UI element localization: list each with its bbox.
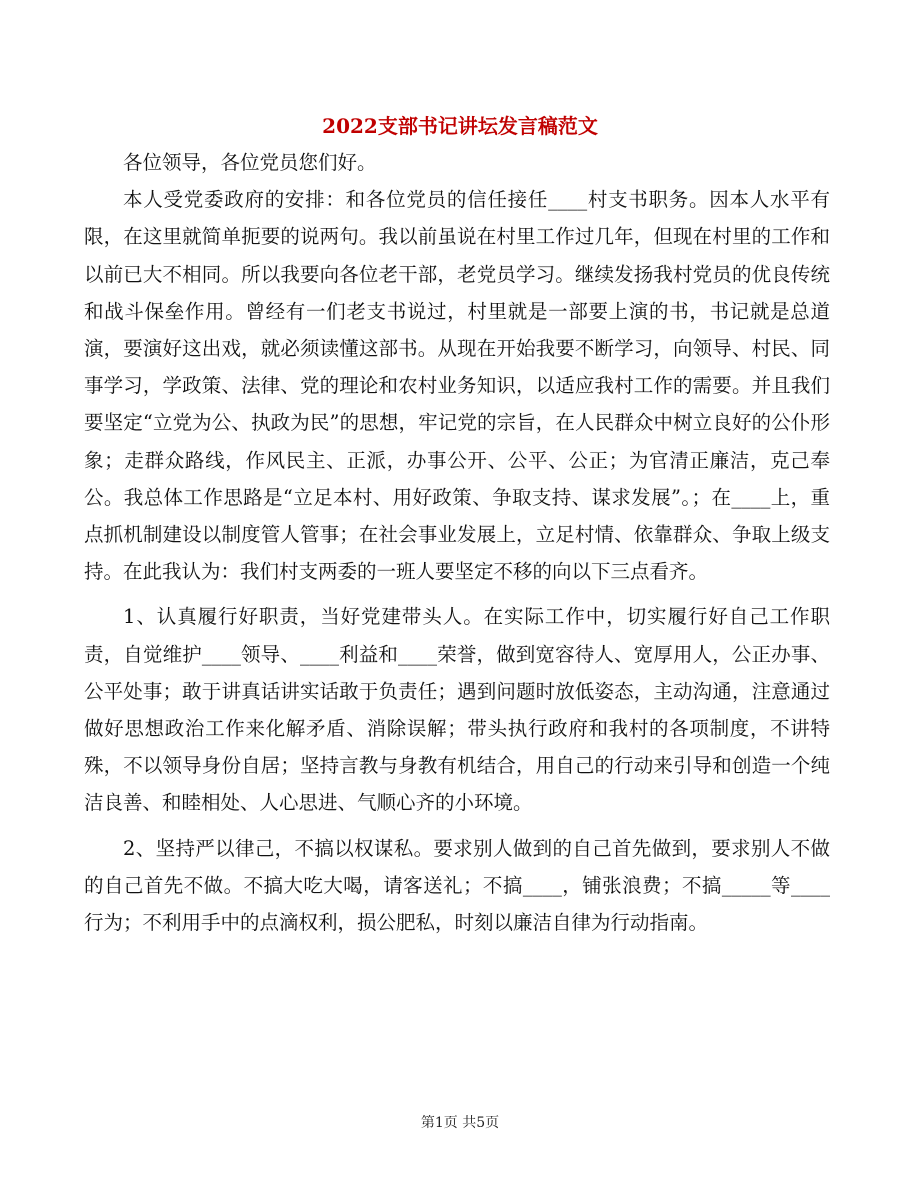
document-body	[84, 144, 830, 941]
paragraph-introduction: 本人受党委政府的安排：和各位党员的信任接任____村支书职务。因本人水平有限，在这里就简单扼要的说两句。我以前虽说在村里工作过几年，但现在村里的工作和以前已大不相同。所以我要向各位老干部，老党员学习。继续发扬我村党员的优良传统和战斗保垒作用。曾经有一们老支书说过，村里就是一部要上演的书，书记就是总道演，要演好这出戏，就必须读懂这部书。从现在开始我要不断学习，向领导、村民、同事学习，学政策、法律、党的理论和农村业务知识，以适应我村工作的需要。并且我们要坚定“立党为公、执政为民”的思想，牢记党的宗旨，在人民群众中树立良好的公仆形象；走群众路线，作风民主、正派，办事公开、公平、公正；为官清正廉洁，克己奉公。我总体工作思路是“立足本村、用好政策、争取支持、谋求发展”。；在____上，重点抓机制建设以制度管人管事；在社会事业发展上，立足村情、依靠群众、争取上级支持。在此我认为：我们村支两委的一班人要坚定不移的向以下三点看齐。	[84, 188, 830, 584]
page-number: 第1页 共5页	[420, 1115, 500, 1131]
paragraph-point-1: 1、认真履行好职责，当好党建带头人。在实际工作中，切实履行好自己工作职责，自觉维护____领导、____利益和____荣誉，做到宽容待人、宽厚用人，公正办事、公平处事；敢于讲真话讲实话敢于负责任；遇到问题时放低姿态，主动沟通，注意通过做好思想政治工作来化解矛盾、消除误解；带头执行政府和我村的各项制度，不讲特殊，不以领导身份自居；坚持言教与身教有机结合，用自己的行动来引导和创造一个纯洁良善、和睦相处、人心思进、气顺心齐的小环境。	[84, 605, 830, 815]
page-title: 2022支部书记讲坛发言稿范文	[322, 114, 598, 138]
paragraph-greeting: 各位领导，各位党员您们好。	[123, 151, 377, 174]
paragraph-point-2: 2、坚持严以律己，不搞以权谋私。要求别人做到的自己首先做到，要求别人不做的自己首先不做。不搞大吃大喝，请客送礼；不搞____，铺张浪费；不搞_____等____行为；不利用手中的点滴权利，损公肥私，时刻以廉洁自律为行动指南。	[84, 836, 830, 935]
